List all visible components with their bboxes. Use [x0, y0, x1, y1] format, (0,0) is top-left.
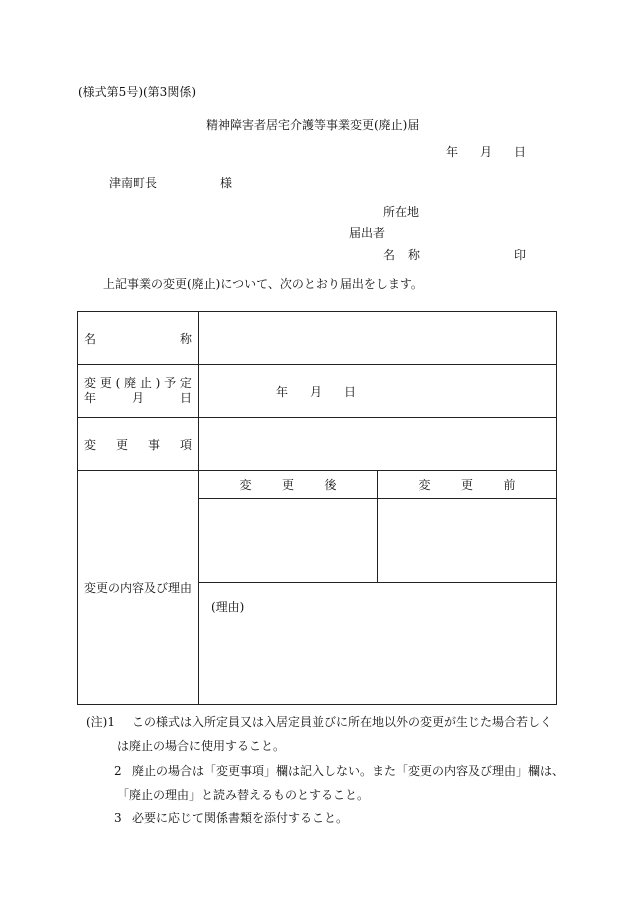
business-name-label	[78, 312, 199, 365]
seal-mark: 印	[514, 248, 527, 262]
label-char: 年	[84, 391, 97, 405]
note-1-line-2: は廃止の場合に使用すること。	[117, 739, 286, 753]
date-year: 年	[446, 145, 459, 159]
name-label-char: 名	[383, 248, 396, 262]
row-business-name	[78, 312, 557, 365]
note-3-line-1: 必要に応じて関係書類を添付すること。	[132, 811, 349, 825]
reason-label: (理由)	[211, 600, 245, 614]
row-change-headers	[78, 471, 557, 499]
label-char: 日	[179, 391, 192, 405]
date-year: 年	[276, 384, 289, 399]
note-2-line-2: 「廃止の理由」と読み替えるものとすること。	[117, 788, 370, 802]
scheduled-date-field[interactable]	[199, 365, 557, 418]
label-char: 称	[179, 331, 192, 346]
addressee-honorific: 様	[220, 176, 233, 190]
label-char: 変	[84, 376, 97, 390]
note-1-line-1: この様式は入所定員又は入居定員並びに所在地以外の変更が生じた場合若しく	[132, 715, 553, 729]
row-scheduled-date	[78, 365, 557, 418]
change-content-label: 変更の内容及び理由	[78, 471, 199, 705]
label-char: (	[115, 376, 121, 390]
addressee-name: 津南町長	[109, 176, 158, 190]
scheduled-date-label	[78, 365, 199, 418]
label-char: 名	[84, 331, 97, 346]
notifier-name-label	[383, 249, 420, 261]
change-items-field[interactable]	[199, 418, 557, 471]
note-1-prefix: (注)1	[86, 715, 115, 729]
before-change-header	[378, 471, 557, 499]
note-2-prefix: 2	[114, 764, 122, 778]
label-char: 更	[99, 376, 112, 390]
submission-date	[446, 146, 526, 158]
business-name-field[interactable]	[199, 312, 557, 365]
header-char: 変	[418, 478, 431, 492]
date-month: 月	[479, 145, 492, 159]
label-char: 予	[164, 376, 177, 390]
notification-form-table	[77, 311, 557, 705]
notifier-label: 届出者	[349, 226, 386, 240]
label-char: 止	[139, 376, 152, 390]
form-number: (様式第5号)(第3関係)	[78, 85, 196, 99]
name-label-char: 称	[407, 248, 420, 262]
date-day: 日	[343, 384, 356, 399]
header-char: 更	[281, 478, 294, 492]
label-char: 変	[84, 437, 97, 452]
document-title: 精神障害者居宅介護等事業変更(廃止)届	[206, 118, 420, 132]
label-char: 廃	[124, 376, 137, 390]
intro-text: 上記事業の変更(廃止)について、次のとおり届出をします。	[103, 277, 423, 291]
address-label: 所在地	[383, 205, 420, 219]
label-char: 月	[131, 391, 144, 405]
change-items-label	[78, 418, 199, 471]
after-change-field[interactable]	[199, 499, 378, 583]
header-char: 変	[239, 478, 252, 492]
label-char: )	[155, 376, 161, 390]
row-change-items	[78, 418, 557, 471]
header-char: 後	[324, 478, 337, 492]
label-char: 更	[115, 437, 128, 452]
note-2-line-1: 廃止の場合は「変更事項」欄は記入しない。また「変更の内容及び理由」欄は、	[132, 764, 565, 778]
note-3-prefix: 3	[114, 811, 122, 825]
date-month: 月	[309, 384, 322, 399]
after-change-header	[199, 471, 378, 499]
header-char: 更	[460, 478, 473, 492]
label-char: 事	[147, 437, 160, 452]
label-char: 定	[179, 376, 192, 390]
label-char: 項	[179, 437, 192, 452]
before-change-field[interactable]	[378, 499, 557, 583]
header-char: 前	[503, 478, 516, 492]
reason-field[interactable]	[199, 583, 557, 705]
date-day: 日	[513, 145, 526, 159]
